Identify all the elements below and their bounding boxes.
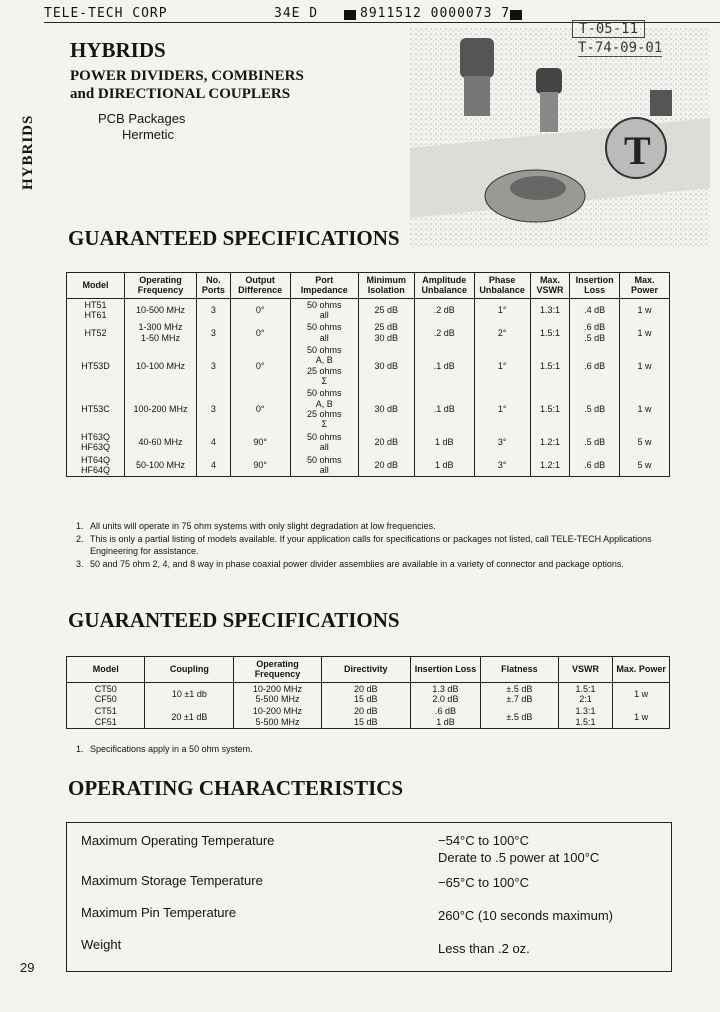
op-value: Less than .2 oz. — [438, 941, 530, 956]
note-item: 1. Specifications apply in a 50 ohm system. — [76, 744, 253, 754]
op-value: −54°C to 100°C — [438, 833, 529, 848]
section-heading-specs-1: GUARANTEED SPECIFICATIONS — [68, 226, 400, 250]
table-cell: .6 dB 1 dB — [410, 705, 480, 728]
table-cell: 10-200 MHz 5-500 MHz — [234, 705, 321, 728]
operating-characteristics-box — [66, 822, 672, 972]
column-header: Insertion Loss — [410, 657, 480, 683]
table-cell: .4 dB — [570, 298, 620, 321]
table-cell: 30 dB — [358, 344, 414, 387]
table-cell: 5 w — [620, 431, 670, 454]
note-item: 3. 50 and 75 ohm 2, 4, and 8 way in phase coaxial power divider assemblies are available in a variety of connector and package options. — [76, 558, 624, 569]
section-heading-operating: OPERATING CHARACTERISTICS — [68, 776, 404, 800]
table-cell: 50 ohms all — [290, 321, 358, 344]
op-label: Maximum Operating Temperature — [81, 833, 275, 848]
column-header: Operating Frequency — [124, 273, 196, 299]
table-cell: .2 dB — [414, 321, 474, 344]
op-value-note: Derate to .5 power at 100°C — [438, 850, 600, 865]
table-cell: 10-100 MHz — [124, 344, 196, 387]
table-cell: CT50 CF50 — [67, 682, 145, 705]
table-cell: 1.5:1 2:1 — [558, 682, 613, 705]
table-cell: .6 dB .5 dB — [570, 321, 620, 344]
op-value: 260°C (10 seconds maximum) — [438, 908, 613, 923]
column-header: Directivity — [321, 657, 410, 683]
table-cell: 1° — [474, 344, 530, 387]
table-cell: HT63Q HF63Q — [67, 431, 125, 454]
column-header: Model — [67, 657, 145, 683]
package-line1: PCB Packages — [98, 111, 186, 126]
column-header: Max. VSWR — [530, 273, 570, 299]
package-line2: Hermetic — [122, 127, 175, 142]
op-value: −65°C to 100°C — [438, 875, 529, 890]
table-cell: 3° — [474, 431, 530, 454]
table-cell: 1.2:1 — [530, 431, 570, 454]
page-title: HYBRIDS — [70, 38, 166, 62]
table-cell: 90° — [230, 431, 290, 454]
table-cell: 1.2:1 — [530, 454, 570, 477]
table-cell: 1 w — [620, 344, 670, 387]
table-row — [67, 705, 670, 728]
table-cell: 0° — [230, 344, 290, 387]
table-cell: 20 dB 15 dB — [321, 705, 410, 728]
table-cell: 1 w — [620, 321, 670, 344]
table-cell: 1 w — [613, 705, 670, 728]
table-cell: 3 — [197, 387, 231, 430]
table-cell: 100-200 MHz — [124, 387, 196, 430]
table-cell: ±.5 dB ±.7 dB — [481, 682, 559, 705]
column-header: Operating Frequency — [234, 657, 321, 683]
black-square-icon — [510, 6, 522, 21]
table-row — [67, 298, 670, 321]
column-header: Coupling — [145, 657, 234, 683]
column-header: Insertion Loss — [570, 273, 620, 299]
spec-notes-1 — [76, 520, 670, 570]
product-photo — [410, 28, 710, 248]
spec-notes-2 — [76, 743, 670, 756]
table-cell: 1 dB — [414, 431, 474, 454]
op-label: Maximum Storage Temperature — [81, 873, 263, 888]
svg-text:T: T — [624, 128, 651, 173]
column-header: Port Impedance — [290, 273, 358, 299]
table-cell: 1.3:1 1.5:1 — [558, 705, 613, 728]
table-row — [67, 431, 670, 454]
table-row — [67, 344, 670, 387]
table-cell: .5 dB — [570, 431, 620, 454]
table-cell: 50 ohms all — [290, 298, 358, 321]
table-cell: 50-100 MHz — [124, 454, 196, 477]
table-cell: 0° — [230, 298, 290, 321]
table-cell: CT51 CF51 — [67, 705, 145, 728]
table-cell: .1 dB — [414, 387, 474, 430]
column-header: Amplitude Unbalance — [414, 273, 474, 299]
table-cell: 30 dB — [358, 387, 414, 430]
section-heading-specs-2: GUARANTEED SPECIFICATIONS — [68, 608, 400, 632]
table-cell: 1.5:1 — [530, 387, 570, 430]
table-cell: 10 ±1 db — [145, 682, 234, 705]
op-label: Maximum Pin Temperature — [81, 905, 237, 920]
table-cell: 2° — [474, 321, 530, 344]
table-cell: .6 dB — [570, 454, 620, 477]
table-cell: 0° — [230, 321, 290, 344]
table-cell: 1° — [474, 298, 530, 321]
table-cell: HT53D — [67, 344, 125, 387]
table-cell: 3 — [197, 298, 231, 321]
table-cell: 4 — [197, 431, 231, 454]
table-row — [67, 321, 670, 344]
company-name: TELE-TECH CORP — [44, 6, 168, 21]
op-label: Weight — [81, 937, 122, 952]
side-label: HYBRIDS — [20, 114, 36, 190]
table-cell: .6 dB — [570, 344, 620, 387]
subtitle-line2: and DIRECTIONAL COUPLERS — [70, 86, 291, 102]
table-cell: 5 w — [620, 454, 670, 477]
table-cell: 20 ±1 dB — [145, 705, 234, 728]
table-cell: 20 dB — [358, 454, 414, 477]
table-cell: 1-300 MHz 1-50 MHz — [124, 321, 196, 344]
table-cell: 4 — [197, 454, 231, 477]
table-cell: .1 dB — [414, 344, 474, 387]
table-cell: 1 w — [620, 298, 670, 321]
doc-code: 34E D — [274, 6, 319, 21]
column-header: Minimum Isolation — [358, 273, 414, 299]
black-square-icon — [344, 6, 356, 21]
doc-number: 8911512 0000073 7 — [360, 6, 511, 21]
column-header: Max. Power — [613, 657, 670, 683]
table-cell: HT52 — [67, 321, 125, 344]
column-header: Flatness — [481, 657, 559, 683]
table-cell: 1 w — [620, 387, 670, 430]
table-row — [67, 387, 670, 430]
table-cell: HT64Q HF64Q — [67, 454, 125, 477]
table-cell: 3° — [474, 454, 530, 477]
table-row — [67, 682, 670, 705]
column-header: No. Ports — [197, 273, 231, 299]
table-cell: 25 dB — [358, 298, 414, 321]
table-cell: 50 ohms all — [290, 454, 358, 477]
table-cell: 1.5:1 — [530, 344, 570, 387]
table-cell: 10-500 MHz — [124, 298, 196, 321]
table-cell: 1.5:1 — [530, 321, 570, 344]
table-cell: 90° — [230, 454, 290, 477]
table-cell: HT51 HT61 — [67, 298, 125, 321]
table-cell: 1° — [474, 387, 530, 430]
table-cell: 50 ohms A, B 25 ohms Σ — [290, 344, 358, 387]
column-header: VSWR — [558, 657, 613, 683]
table-cell: 1 w — [613, 682, 670, 705]
subtitle-line1: POWER DIVIDERS, COMBINERS — [70, 68, 304, 84]
table-cell: 10-200 MHz 5-500 MHz — [234, 682, 321, 705]
page-number: 29 — [20, 960, 35, 975]
column-header: Output Difference — [230, 273, 290, 299]
coupler-specs-table — [66, 656, 670, 729]
column-header: Model — [67, 273, 125, 299]
table-row — [67, 454, 670, 477]
table-cell: 40-60 MHz — [124, 431, 196, 454]
table-cell: 20 dB 15 dB — [321, 682, 410, 705]
table-cell: 1 dB — [414, 454, 474, 477]
column-header: Phase Unbalance — [474, 273, 530, 299]
table-cell: 1.3:1 — [530, 298, 570, 321]
note-item: 1. All units will operate in 75 ohm systems with only slight degradation at low frequencies. — [76, 521, 436, 531]
table-cell: 25 dB 30 dB — [358, 321, 414, 344]
table-cell: .2 dB — [414, 298, 474, 321]
table-cell: 50 ohms all — [290, 431, 358, 454]
table-cell: 3 — [197, 344, 231, 387]
table-cell: 3 — [197, 321, 231, 344]
table-cell: 0° — [230, 387, 290, 430]
table-cell: 1.3 dB 2.0 dB — [410, 682, 480, 705]
table-cell: ±.5 dB — [481, 705, 559, 728]
table-cell: HT53C — [67, 387, 125, 430]
table-cell: .5 dB — [570, 387, 620, 430]
note-item: 2. This is only a partial listing of models available. If your application calls for specifications or packages not listed, call TELE-TECH Applications Engineering for assistance. — [76, 533, 652, 556]
table-cell: 50 ohms A, B 25 ohms Σ — [290, 387, 358, 430]
column-header: Max. Power — [620, 273, 670, 299]
table-cell: 20 dB — [358, 431, 414, 454]
hybrid-specs-table — [66, 272, 670, 477]
